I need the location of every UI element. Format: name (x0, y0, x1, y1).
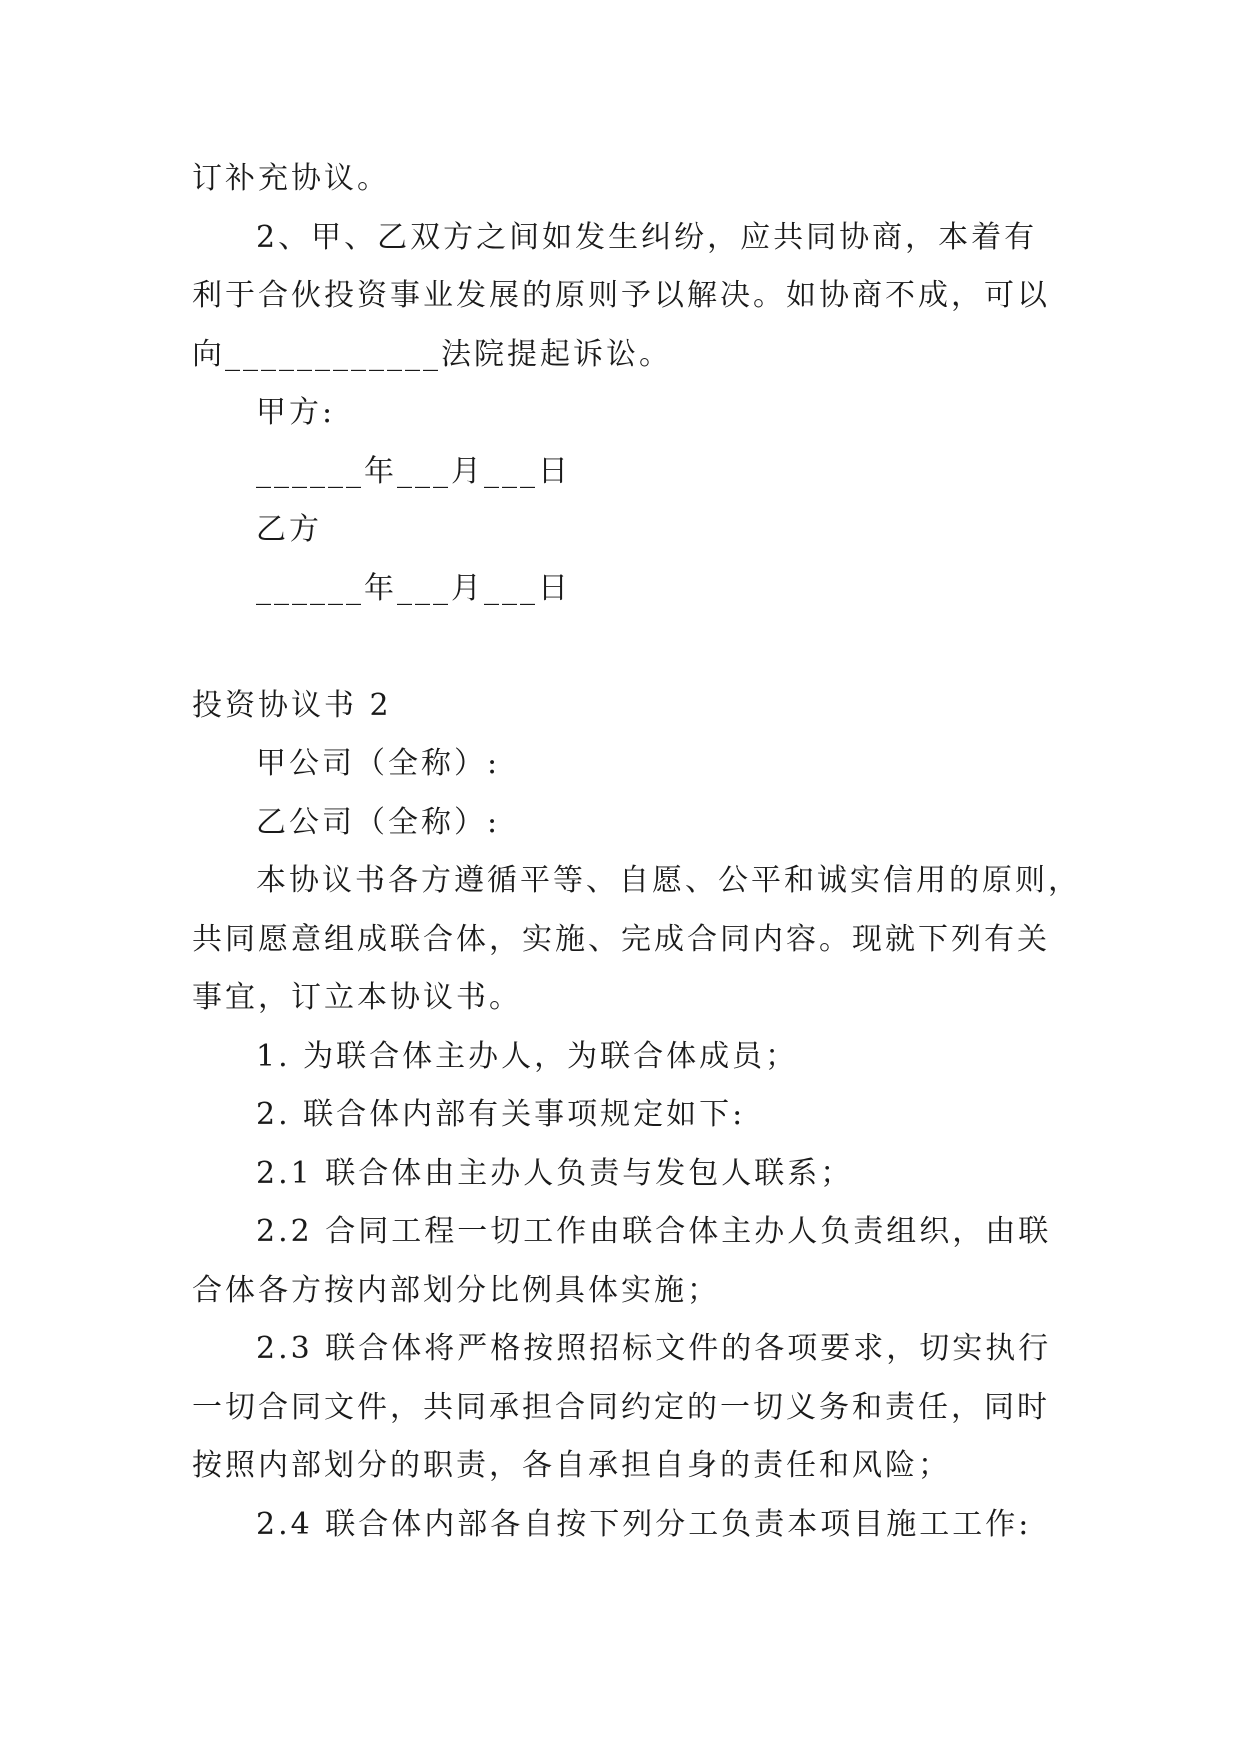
dispute-clause-line: 利于合伙投资事业发展的原则予以解决。如协商不成，可以 (192, 278, 1050, 313)
paragraph-line: 订补充协议。 (192, 161, 390, 196)
party-a-date: ______年___月___日 (256, 453, 571, 489)
clause-1: 1. 为联合体主办人，为联合体成员； (256, 1038, 799, 1074)
clause-2-3-cont: 按照内部划分的职责，各自承担自身的责任和风险； (192, 1448, 951, 1483)
clause-2-1: 2.1 联合体由主办人负责与发包人联系； (256, 1155, 854, 1191)
clause-2-2: 2.2 合同工程一切工作由联合体主办人负责组织，由联 (256, 1214, 1052, 1249)
clause-2: 2. 联合体内部有关事项规定如下: (256, 1097, 746, 1132)
clause-2-3-cont: 一切合同文件，共同承担合同约定的一切义务和责任，同时 (192, 1389, 1050, 1425)
party-b-date: ______年___月___日 (256, 570, 571, 606)
party-a-signature: 甲方: (256, 395, 336, 430)
intro-line: 本协议书各方遵循平等、自愿、公平和诚实信用的原则， (256, 863, 1081, 898)
dispute-clause-line: 向____________法院提起诉讼。 (192, 336, 672, 372)
dispute-clause-line: 2、甲、乙双方之间如发生纠纷，应共同协商，本着有 (256, 219, 1038, 255)
intro-line: 事宜，订立本协议书。 (192, 980, 522, 1015)
company-b-line: 乙公司（全称）: (256, 804, 501, 840)
company-a-line: 甲公司（全称）: (256, 746, 501, 781)
intro-line: 共同愿意组成联合体，实施、完成合同内容。现就下列有关 (192, 921, 1050, 957)
document-title: 投资协议书 2 (192, 687, 392, 723)
clause-2-4: 2.4 联合体内部各自按下列分工负责本项目施工工作: (256, 1506, 1032, 1542)
clause-2-2-cont: 合体各方按内部划分比例具体实施； (192, 1272, 720, 1308)
clause-2-3: 2.3 联合体将严格按照招标文件的各项要求，切实执行 (256, 1331, 1052, 1366)
document-page (192, 150, 1081, 1554)
section-gap (192, 618, 1052, 677)
party-b-signature: 乙方 (256, 512, 322, 547)
